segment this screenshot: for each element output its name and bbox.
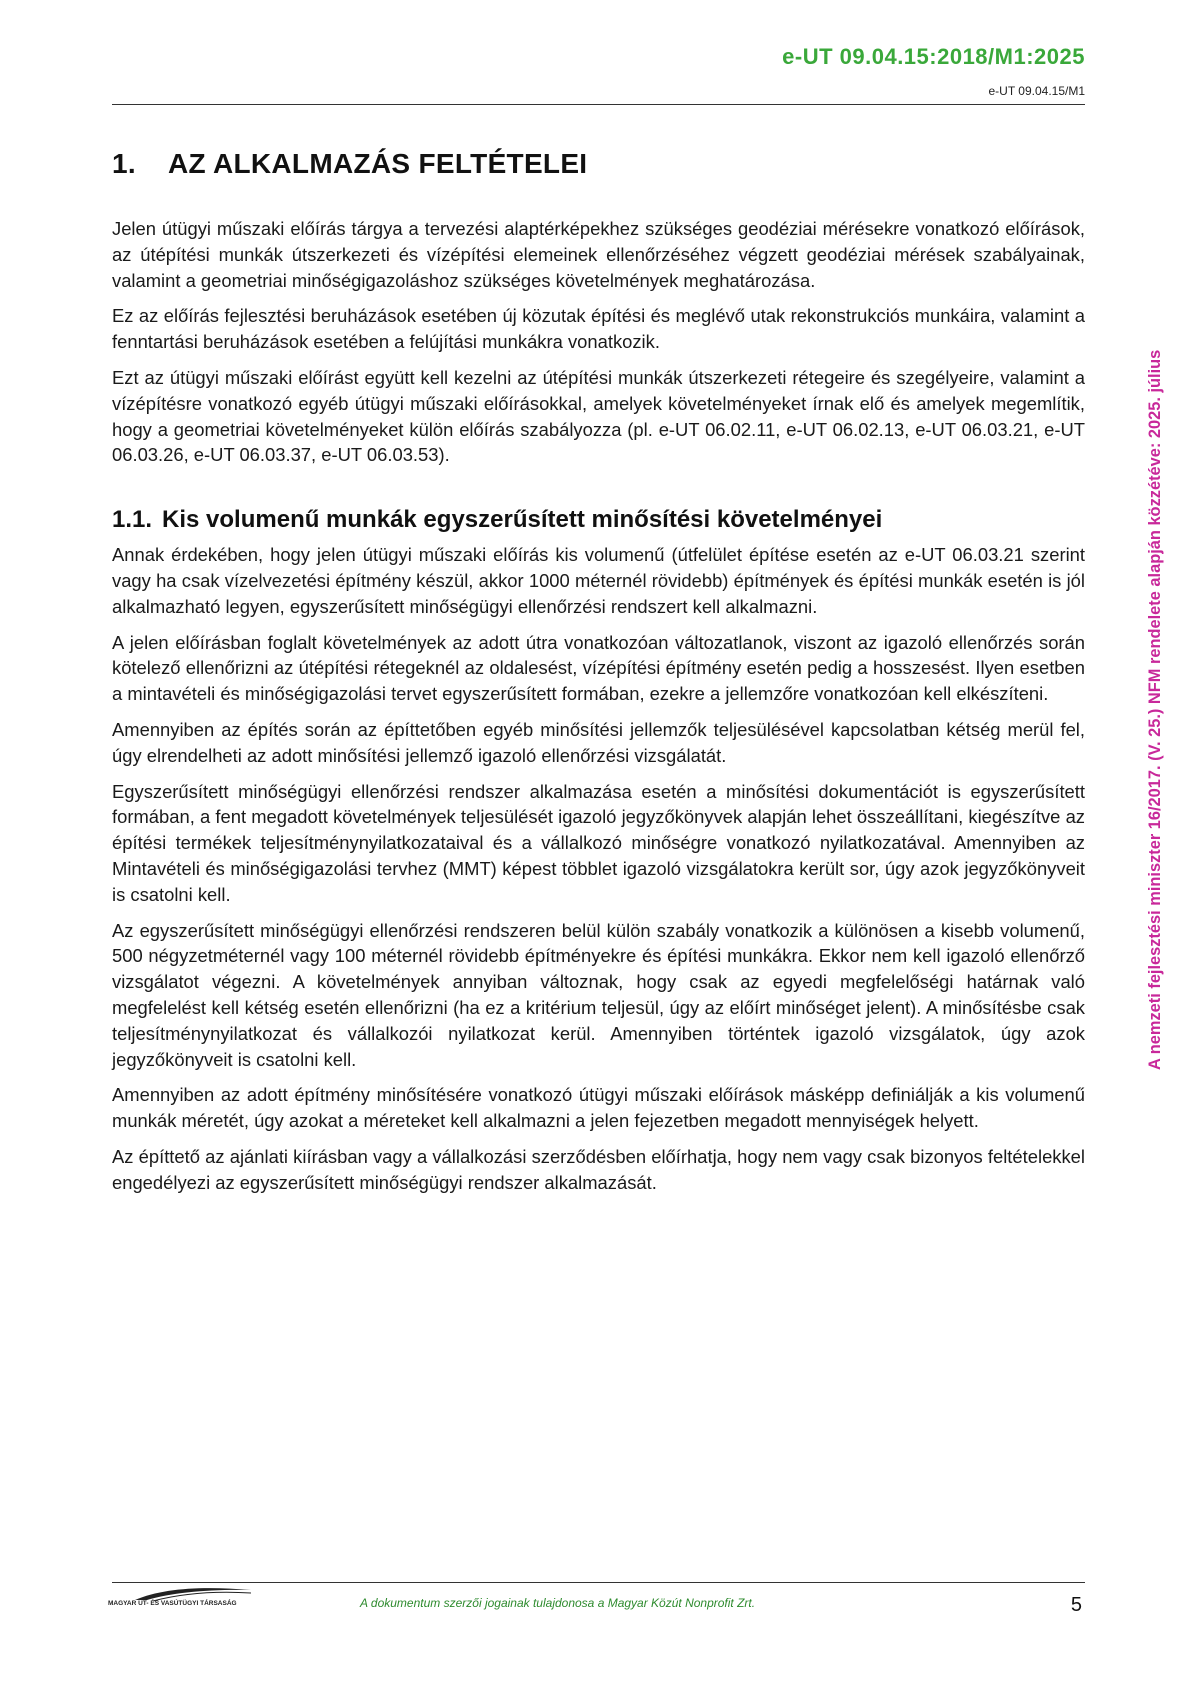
subsection-title: Kis volumenű munkák egyszerűsített minősítési követelményei — [162, 506, 883, 534]
doc-subcode: e-UT 09.04.15/M1 — [988, 84, 1085, 98]
paragraph: Az építtető az ajánlati kiírásban vagy a vállalkozási szerződésben előírhatja, hogy nem vagy csak bizonyos feltételekkel engedélyezi az egyszerűsített minőségügyi rendszer alkalmazását. — [112, 1145, 1085, 1193]
paragraph: Amennyiben az adott építmény minősítésére vonatkozó útügyi műszaki előírások másképp definiálják a kis volumenű munkák méretét, úgy azokat a méreteket kell alkalmazni a jelen fejezetben megadott mennyiségek helyett. — [112, 1084, 1085, 1132]
paragraph: A jelen előírásban foglalt követelmények az adott útra vonatkozóan változatlanok, viszont az igazoló ellenőrzés során kötelező ellenőrizni az útépítési rétegeknél az oldalesést, vízépítési építmény esetén pedig a hosszesést. Ilyen esetben a mintavételi és minőségigazolási tervet egyszerűsített formában, ezekre a jellemzőre vonatkozóan kell elkészíteni. — [112, 631, 1085, 705]
page-number: 5 — [1070, 1594, 1082, 1616]
paragraph: Az egyszerűsített minőségügyi ellenőrzési rendszeren belül külön szabály vonatkozik a különösen a kisebb volumenű, 500 négyzetméternél vagy 100 méternél rövidebb építményekre és építési munkákra. Ekkor nem kell igazoló ellenőrző vizsgálatot végezni. A követelmények annyiban változnak, hogy csak az egyedi megfelelőségi határnak való megfelelést kell kétség esetén ellenőrizni (ha ez a kritérium teljesül, úgy az előírt minőséget jelent). A minősítésbe csak teljesítménynyilatkozat és vállalkozói nyilatkozat kerül. Amennyiben történtek igazoló vizsgálatok, úgy azok jegyzőkönyveit is csatolni kell. — [112, 919, 1085, 1070]
paragraph: Amennyiben az építés során az építtetőben egyéb minősítési jellemzők teljesülésével kapcsolatban kétség merül fel, úgy elrendelheti az adott minősítési jellemző igazoló ellenőrzési vizsgálatát. — [112, 718, 1085, 766]
paragraph: Jelen útügyi műszaki előírás tárgya a tervezési alaptérképekhez szükséges geodéziai mérésekre vonatkozó előírások, az útépítési munkák útszerkezeti és vízépítési elemeinek ellenőrzéséhez végzett geodéziai mérések szabályainak, valamint a geometriai minőségigazoláshoz szükséges követelmények meghatározása. — [112, 218, 1085, 291]
paragraph: Egyszerűsített minőségügyi ellenőrzési rendszer alkalmazása esetén a minősítési dokumentációt is egyszerűsített formában, a fent megadott követelmények teljesülését igazoló jegyzőkönyvek alapján lehet összeállítani, kiegészítve az építési termékek teljesítménynyilatkozataival és a vállalkozó minőségre vonatkozó nyilatkozatával. Amennyiben az Mintavételi és minőségigazolási tervhez (MMT) képest többlet igazoló vizsgálatokra került sor, úgy azok jegyzőkönyveit is csatolni kell. — [112, 780, 1085, 905]
section-heading — [112, 148, 1085, 180]
footer-copyright: A dokumentum szerzői jogainak tulajdonosa a Magyar Közút Nonprofit Zrt. — [360, 1596, 756, 1610]
footer-logo-text: MAGYAR ÚT- ÉS VASÚTÜGYI TÁRSASÁG — [108, 1600, 237, 1607]
header-divider — [112, 104, 1085, 105]
subsection-heading — [112, 506, 1085, 534]
paragraph: Ezt az útügyi műszaki előírást együtt kell kezelni az útépítési munkák útszerkezeti rétegeire és szegélyeire, valamint a vízépítésre vonatkozó egyéb útügyi műszaki előírásokkal, amelyek követelményeket írnak elő és amelyek megemlítik, hogy a geometriai követelményeket külön előírás szabályozza (pl. e-UT 06.02.11, e-UT 06.02.13, e-UT 06.03.21, e-UT 06.03.26, e-UT 06.03.37, e-UT 06.03.53). — [112, 366, 1085, 466]
section-number: 1. — [112, 148, 136, 179]
main-content — [112, 148, 1085, 1206]
footer-logo — [108, 1586, 268, 1616]
section-title: AZ ALKALMAZÁS FELTÉTELEI — [168, 148, 588, 179]
side-publication-note — [1145, 160, 1165, 1070]
doc-code: e-UT 09.04.15:2018/M1:2025 — [782, 44, 1085, 69]
subsection-number: 1.1. — [112, 506, 153, 534]
paragraph: Annak érdekében, hogy jelen útügyi műszaki előírás kis volumenű (útfelület építése esetén az e-UT 06.03.21 szerint vagy ha csak vízelvezetési építmény készül, akkor 1000 méternél rövidebb) építmények és építési munkák esetén is jól alkalmazható legyen, egyszerűsített minőségügyi ellenőrzési rendszert kell alkalmazni. — [112, 544, 1085, 617]
side-publication-note-text: A nemzeti fejlesztési miniszter 16/2017. (V. 25.) NFM rendelete alapján közzétéve: 2025. július — [1146, 349, 1164, 1070]
paragraph: Ez az előírás fejlesztési beruházások esetében új közutak építési és meglévő utak rekonstrukciós munkáira, valamint a fenntartási beruházások esetében a felújítási munkákra vonatkozik. — [112, 305, 1085, 353]
footer-divider — [112, 1582, 1085, 1583]
